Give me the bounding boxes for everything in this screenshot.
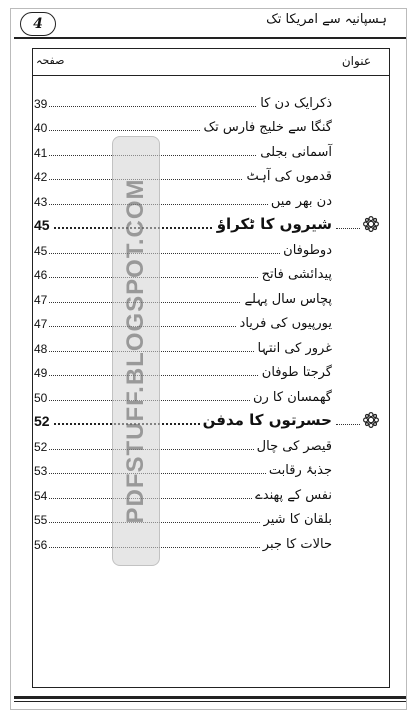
toc-title: گرجتا طوفان (259, 365, 332, 380)
page-column-heading: صفحہ (36, 54, 65, 67)
toc-page-number: 46 (34, 268, 48, 282)
page-number: 4 (20, 12, 56, 36)
toc-page-number: 47 (34, 292, 48, 307)
toc-title: قدموں کی آہٹ (243, 169, 332, 184)
toc-row (34, 233, 332, 258)
toc-page-number: 41 (34, 145, 48, 160)
toc-row (34, 356, 332, 381)
toc-row (34, 454, 332, 479)
ornament-dot-leader (336, 228, 360, 229)
table-of-contents (34, 86, 332, 552)
toc-page-number: 55 (34, 513, 48, 527)
watermark-banner (112, 136, 160, 566)
ornament-dot-leader (336, 424, 360, 425)
toc-page-number: 42 (34, 170, 48, 184)
toc-title: پیدائشی فاتح (259, 267, 332, 282)
toc-title: ذکرایک دن کا (257, 96, 332, 111)
toc-page-number: 54 (34, 488, 48, 503)
running-title: ہسپانیہ سے امریکا تک (266, 12, 387, 27)
footer-rule (14, 696, 406, 699)
toc-row (34, 184, 332, 209)
toc-title: گنگا سے خلیج فارس تک (200, 120, 332, 135)
column-heading-rule (32, 75, 390, 76)
toc-title: آسمانی بجلی (257, 145, 332, 160)
toc-title: نفس کے پھندے (252, 488, 332, 503)
toc-title: بلقان کا شیر (261, 512, 332, 527)
toc-row (34, 86, 332, 111)
header-rule (14, 37, 406, 39)
toc-row (34, 380, 332, 405)
toc-row (34, 405, 332, 430)
toc-title: دوطوفان (280, 243, 332, 258)
toc-page-number: 47 (34, 317, 48, 331)
toc-row (34, 307, 332, 332)
toc-page-number: 45 (34, 243, 48, 258)
toc-page-number: 56 (34, 537, 48, 552)
toc-row (34, 258, 332, 283)
toc-row (34, 209, 332, 234)
toc-row (34, 135, 332, 160)
toc-title: غرور کی انتہا (254, 341, 332, 356)
footer-rule-thin (14, 701, 406, 702)
toc-page-number: 40 (34, 121, 48, 135)
toc-title: گھمسان کا رن (250, 390, 332, 405)
toc-row (34, 331, 332, 356)
toc-page-number: 49 (34, 366, 48, 380)
toc-page-number: 52 (34, 413, 50, 429)
toc-title: جذبۂ رقابت (266, 463, 332, 478)
watermark-text: PDFSTUFF.BLOGSPOT.COM (122, 178, 149, 524)
toc-title: پچاس سال پہلے (241, 292, 332, 307)
toc-row (34, 282, 332, 307)
toc-page-number: 39 (34, 96, 48, 111)
toc-page-number: 48 (34, 341, 48, 356)
title-column-heading: عنوان (341, 54, 371, 68)
toc-title: دن بھر میں (268, 194, 332, 209)
toc-title: شیروں کا ٹکراؤ (214, 215, 332, 233)
toc-row (34, 429, 332, 454)
toc-page-number: 50 (34, 390, 48, 405)
toc-title: حالات کا جبر (260, 537, 332, 552)
toc-page-number: 43 (34, 194, 48, 209)
toc-title: یورپیوں کی فریاد (237, 316, 332, 331)
toc-page-number: 52 (34, 439, 48, 454)
toc-row (34, 503, 332, 528)
toc-row (34, 111, 332, 136)
toc-row (34, 478, 332, 503)
toc-page-number: 45 (34, 217, 50, 233)
flower-ornament-icon (362, 411, 380, 429)
toc-row (34, 160, 332, 185)
toc-row (34, 527, 332, 552)
flower-ornament-icon (362, 215, 380, 233)
toc-title: قیصر کی چال (254, 439, 332, 454)
toc-page-number: 53 (34, 464, 48, 478)
toc-title: حسرتوں کا مدفن (200, 411, 332, 429)
